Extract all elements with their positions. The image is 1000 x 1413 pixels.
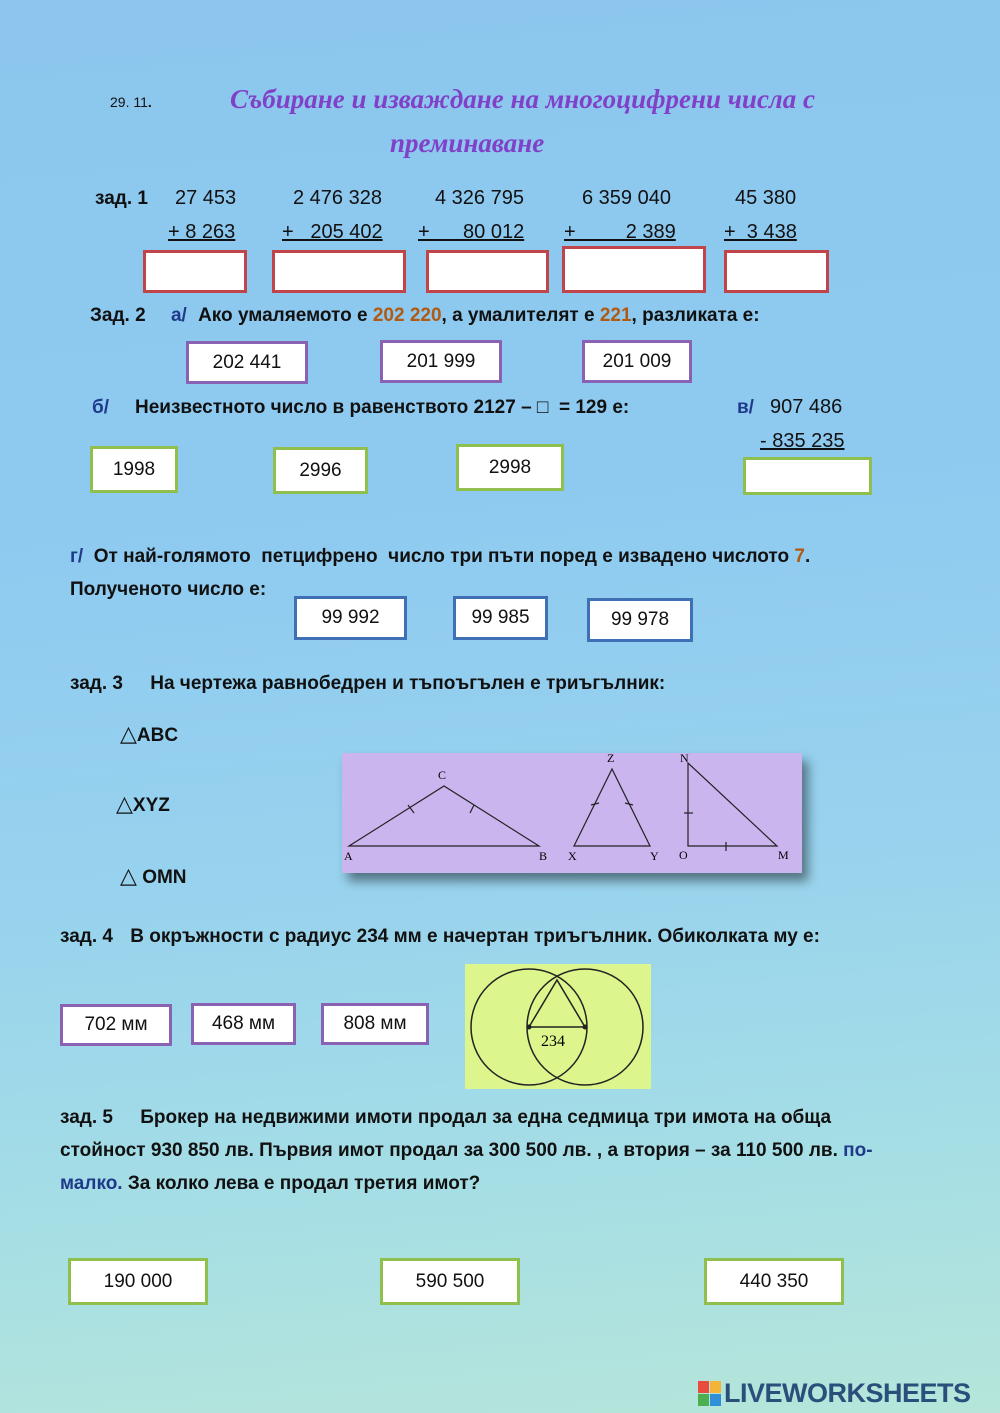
task1-answer-input-4[interactable]	[562, 246, 706, 293]
task1-p4-bottom: + 2 389	[564, 221, 676, 243]
task3-text: зад. 3 На чертежа равнобедрен и тъпоъгълен е триъгълник:	[70, 673, 666, 694]
triangle-icon: △	[120, 863, 137, 888]
logo-icon	[698, 1381, 722, 1407]
task2-g-option-2[interactable]: 99 985	[453, 596, 548, 640]
task4-label: зад. 4	[60, 926, 113, 947]
task2-a-letter: а/	[170, 305, 187, 326]
task1-p5-bottom: + 3 438	[724, 221, 797, 243]
task1-p2-top: 2 476 328	[293, 187, 382, 209]
task2-g-line2: Полученото число е:	[70, 579, 267, 600]
task1-answer-input-2[interactable]	[272, 250, 406, 293]
task2-a-text: Зад. 2 а/ Ако умаляемото е 202 220, а умалителят е 221, разликата е:	[90, 305, 760, 326]
task5-label: зад. 5	[60, 1107, 113, 1128]
task2-v-answer-input[interactable]	[743, 457, 872, 495]
task5-line1: зад. 5 Брокер на недвижими имоти продал за една седмица три имота на обща	[60, 1107, 832, 1128]
vertex-label-c: C	[438, 768, 447, 782]
radius-label: 234	[541, 1033, 565, 1050]
task4-option-1[interactable]: 702 мм	[60, 1004, 172, 1046]
task1-answer-input-1[interactable]	[143, 250, 247, 293]
vertex-label-x: X	[568, 849, 577, 863]
task5-option-3[interactable]: 440 350	[704, 1258, 844, 1305]
task2-b-letter: б/	[92, 397, 110, 418]
triangles-figure	[342, 753, 802, 873]
task2-v-top: 907 486	[770, 396, 843, 418]
minuend-value: 202 220	[372, 305, 442, 326]
logo-text: LIVEWORKSHEETS	[724, 1378, 971, 1408]
task3-option-xyz[interactable]: △XYZ	[116, 791, 170, 816]
center-point	[583, 1025, 588, 1030]
vertex-label-n: N	[680, 753, 689, 765]
task5-line3: малко. За колко лева е продал третия имот?	[60, 1173, 481, 1194]
subtracted-number: 7	[794, 546, 805, 567]
task4-option-2[interactable]: 468 мм	[191, 1003, 296, 1045]
vertex-label-o: O	[679, 848, 688, 862]
task2-a-option-1[interactable]: 202 441	[186, 341, 308, 384]
task3-label: зад. 3	[70, 673, 123, 694]
task2-g-option-3[interactable]: 99 978	[587, 598, 693, 642]
task1-label: зад. 1	[95, 188, 148, 209]
task2-b-option-1[interactable]: 1998	[90, 446, 178, 493]
task1-p3-bottom: + 80 012	[418, 221, 525, 243]
task2-v-letter: в/	[737, 397, 754, 418]
circles-figure	[465, 964, 651, 1089]
subtrahend-value: 221	[599, 305, 632, 326]
page-title-line1: Събиране и изваждане на многоцифрени числа с	[230, 84, 816, 114]
vertex-label-y: Y	[650, 849, 659, 863]
task2-g-option-1[interactable]: 99 992	[294, 596, 407, 640]
task2-b-text: Неизвестното число в равенството 2127 – □ = 129 е:	[135, 397, 630, 418]
vertex-label-z: Z	[607, 753, 615, 765]
task5-option-2[interactable]: 590 500	[380, 1258, 520, 1305]
task3-option-abc[interactable]: △ABC	[120, 721, 179, 746]
task2-v-bottom: - 835 235	[760, 430, 845, 452]
vertex-label-a: A	[344, 849, 353, 863]
center-point	[527, 1025, 532, 1030]
task1-p4-top: 6 359 040	[582, 187, 671, 209]
task2-b-option-2[interactable]: 2996	[273, 447, 368, 494]
task1-p1-top: 27 453	[175, 187, 237, 209]
task2-a-option-2[interactable]: 201 999	[380, 340, 502, 383]
triangle-icon: △	[116, 791, 133, 816]
task3-option-omn[interactable]: △ OMN	[120, 863, 187, 888]
task1-answer-input-3[interactable]	[426, 250, 549, 293]
task4-text: зад. 4 В окръжности с радиус 234 мм е начертан триъгълник. Обиколката му е:	[60, 926, 820, 947]
task2-g-letter: г/	[70, 546, 84, 567]
task1-p3-top: 4 326 795	[435, 187, 524, 209]
task2-a-option-3[interactable]: 201 009	[582, 340, 692, 383]
task5-line2: стойност 930 850 лв. Първия имот продал за 300 500 лв. , а втория – за 110 500 лв. по-	[60, 1140, 873, 1161]
task2-b-option-3[interactable]: 2998	[456, 444, 564, 491]
task1-p2-bottom: + 205 402	[282, 221, 383, 243]
date: 29. 11.	[110, 94, 152, 110]
task1-p5-top: 45 380	[735, 187, 797, 209]
vertex-label-b: B	[539, 849, 548, 863]
task5-option-1[interactable]: 190 000	[68, 1258, 208, 1305]
task1-answer-input-5[interactable]	[724, 250, 829, 293]
task2-g-text: г/ От най-голямото петцифрено число три пъти поред е извадено числото 7.	[70, 546, 811, 567]
triangle-icon: △	[120, 721, 137, 746]
liveworksheets-logo	[698, 1378, 971, 1409]
task2-label: Зад. 2	[90, 305, 146, 326]
task1-p1-bottom: + 8 263	[168, 221, 236, 243]
vertex-label-m: M	[778, 848, 789, 862]
page-title-line2: преминаване	[390, 128, 545, 158]
task4-option-3[interactable]: 808 мм	[321, 1003, 429, 1045]
